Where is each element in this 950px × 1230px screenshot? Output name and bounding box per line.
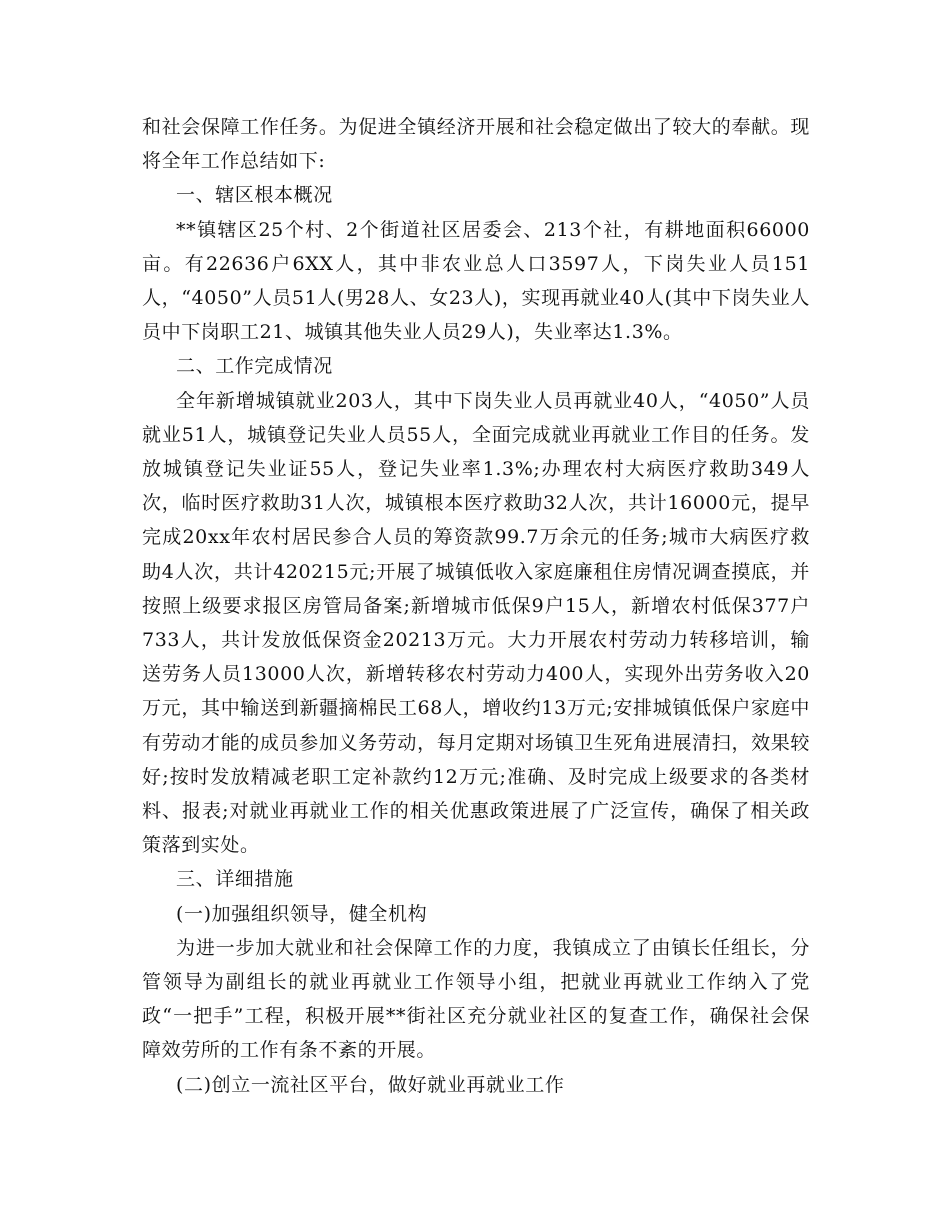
subheading-leadership: (一)加强组织领导，健全机构 [176, 902, 428, 925]
section-heading-overview: 一、辖区根本概况 [176, 184, 333, 207]
paragraph-leadership: 为进一步加大就业和社会保障工作的力度，我镇成立了由镇长任组长，分管领导为副组长的就业再就业工作领导小组，把就业再就业工作纳入了党政“一把手”工程，积极开展**街社区充分就业社区的复查工作，确保社会保障效劳所的工作有条不紊的开展。 [142, 936, 810, 1062]
section-heading-completion: 二、工作完成情况 [176, 355, 333, 378]
paragraph-intro: 和社会保障工作任务。为促进全镇经济开展和社会稳定做出了较大的奉献。现将全年工作总结如下: [142, 116, 810, 173]
section-heading-measures: 三、详细措施 [176, 868, 294, 891]
paragraph-overview: **镇辖区25个村、2个街道社区居委会、213个社，有耕地面积66000亩。有22636户6XX人，其中非农业总人口3597人，下岗失业人员151人，“4050”人员51人(男28人、女23人)，实现再就业40人(其中下岗失业人员中下岗职工21、城镇其他失业人员29人)，失业率达1.3%。 [142, 218, 810, 344]
document-page [142, 110, 810, 1102]
paragraph-completion: 全年新增城镇就业203人，其中下岗失业人员再就业40人，“4050”人员就业51人，城镇登记失业人员55人，全面完成就业再就业工作目的任务。发放城镇登记失业证55人，登记失业率1.3%;办理农村大病医疗救助349人次，临时医疗救助31人次，城镇根本医疗救助32人次，共计16000元，提早完成20xx年农村居民参合人员的筹资款99.7万余元的任务;城市大病医疗救助4人次，共计420215元;开展了城镇低收入家庭廉租住房情况调查摸底，并按照上级要求报区房管局备案;新增城市低保9户15人，新增农村低保377户733人，共计发放低保资金20213万元。大力开展农村劳动力转移培训，输送劳务人员13000人次，新增转移农村劳动力400人，实现外出劳务收入20万元，其中输送到新疆摘棉民工68人，增收约13万元;安排城镇低保户家庭中有劳动才能的成员参加义务劳动，每月定期对场镇卫生死角进展清扫，效果较好;按时发放精减老职工定补款约12万元;准确、及时完成上级要求的各类材料、报表;对就业再就业工作的相关优惠政策进展了广泛宣传，确保了相关政策落到实处。 [142, 389, 810, 857]
subheading-community-platform: (二)创立一流社区平台，做好就业再就业工作 [176, 1073, 565, 1096]
